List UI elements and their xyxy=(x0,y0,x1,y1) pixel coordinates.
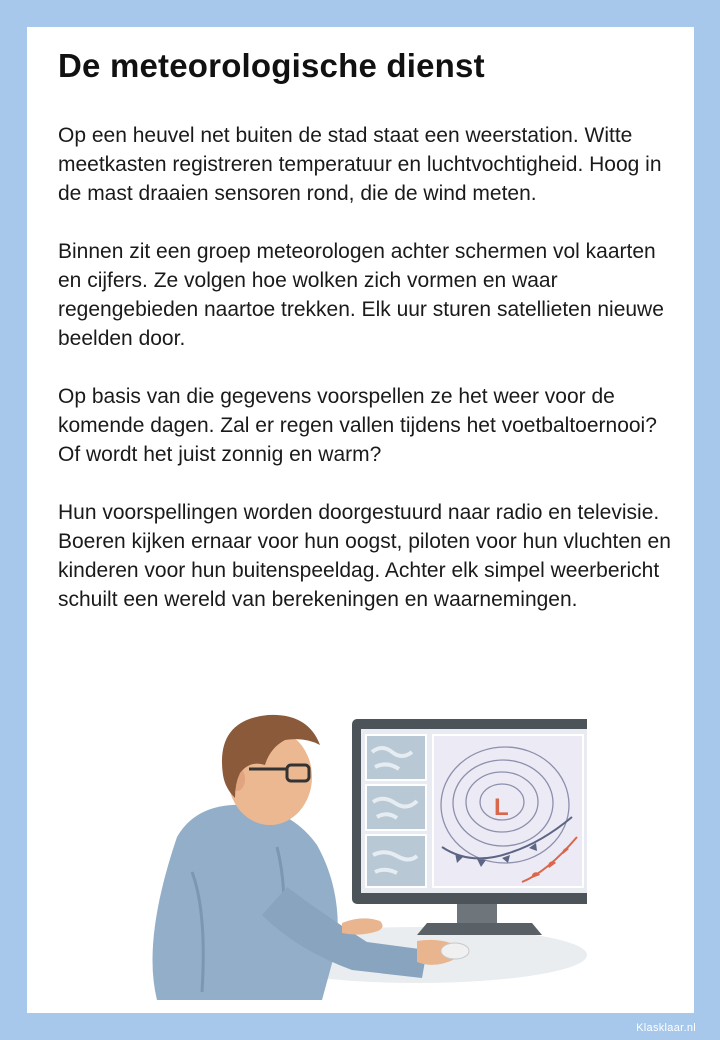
footer-brand: Klasklaar.nl xyxy=(636,1022,696,1034)
article-body xyxy=(58,121,673,643)
satellite-thumb xyxy=(366,835,426,887)
person-torso xyxy=(153,805,338,1000)
reading-card xyxy=(27,27,694,1013)
paragraph: Op basis van die gegevens voorspellen ze het weer voor de komende dagen. Zal er regen vallen tijdens het voetbaltoernooi? Of wordt het juist zonnig en warm? xyxy=(58,385,657,466)
mouse xyxy=(441,943,469,959)
satellite-thumb xyxy=(366,735,426,780)
paragraph: Hun voorspellingen worden doorgestuurd naar radio en televisie. Boeren kijken ernaar voor hun oogst, piloten voor hun vluchten en kinderen voor hun buitenspeeldag. Achter elk simpel weerbericht schuilt een wereld van berekeningen en waarnemingen. xyxy=(58,501,671,611)
page-title: De meteorologische dienst xyxy=(58,47,485,84)
meteorologist-illustration xyxy=(137,697,587,1002)
paragraph: Binnen zit een groep meteorologen achter schermen vol kaarten en cijfers. Ze volgen hoe wolken zich vormen en waar regengebieden naartoe trekken. Elk uur sturen satellieten nieuwe beelden door. xyxy=(58,240,664,350)
monitor-stand-base xyxy=(417,923,542,935)
satellite-thumb xyxy=(366,785,426,830)
paragraph: Op een heuvel net buiten de stad staat een weerstation. Witte meetkasten registreren temperatuur en luchtvochtigheid. Hoog in de mast draaien sensoren rond, die de wind meten. xyxy=(58,124,662,205)
low-pressure-label: L xyxy=(494,794,509,821)
